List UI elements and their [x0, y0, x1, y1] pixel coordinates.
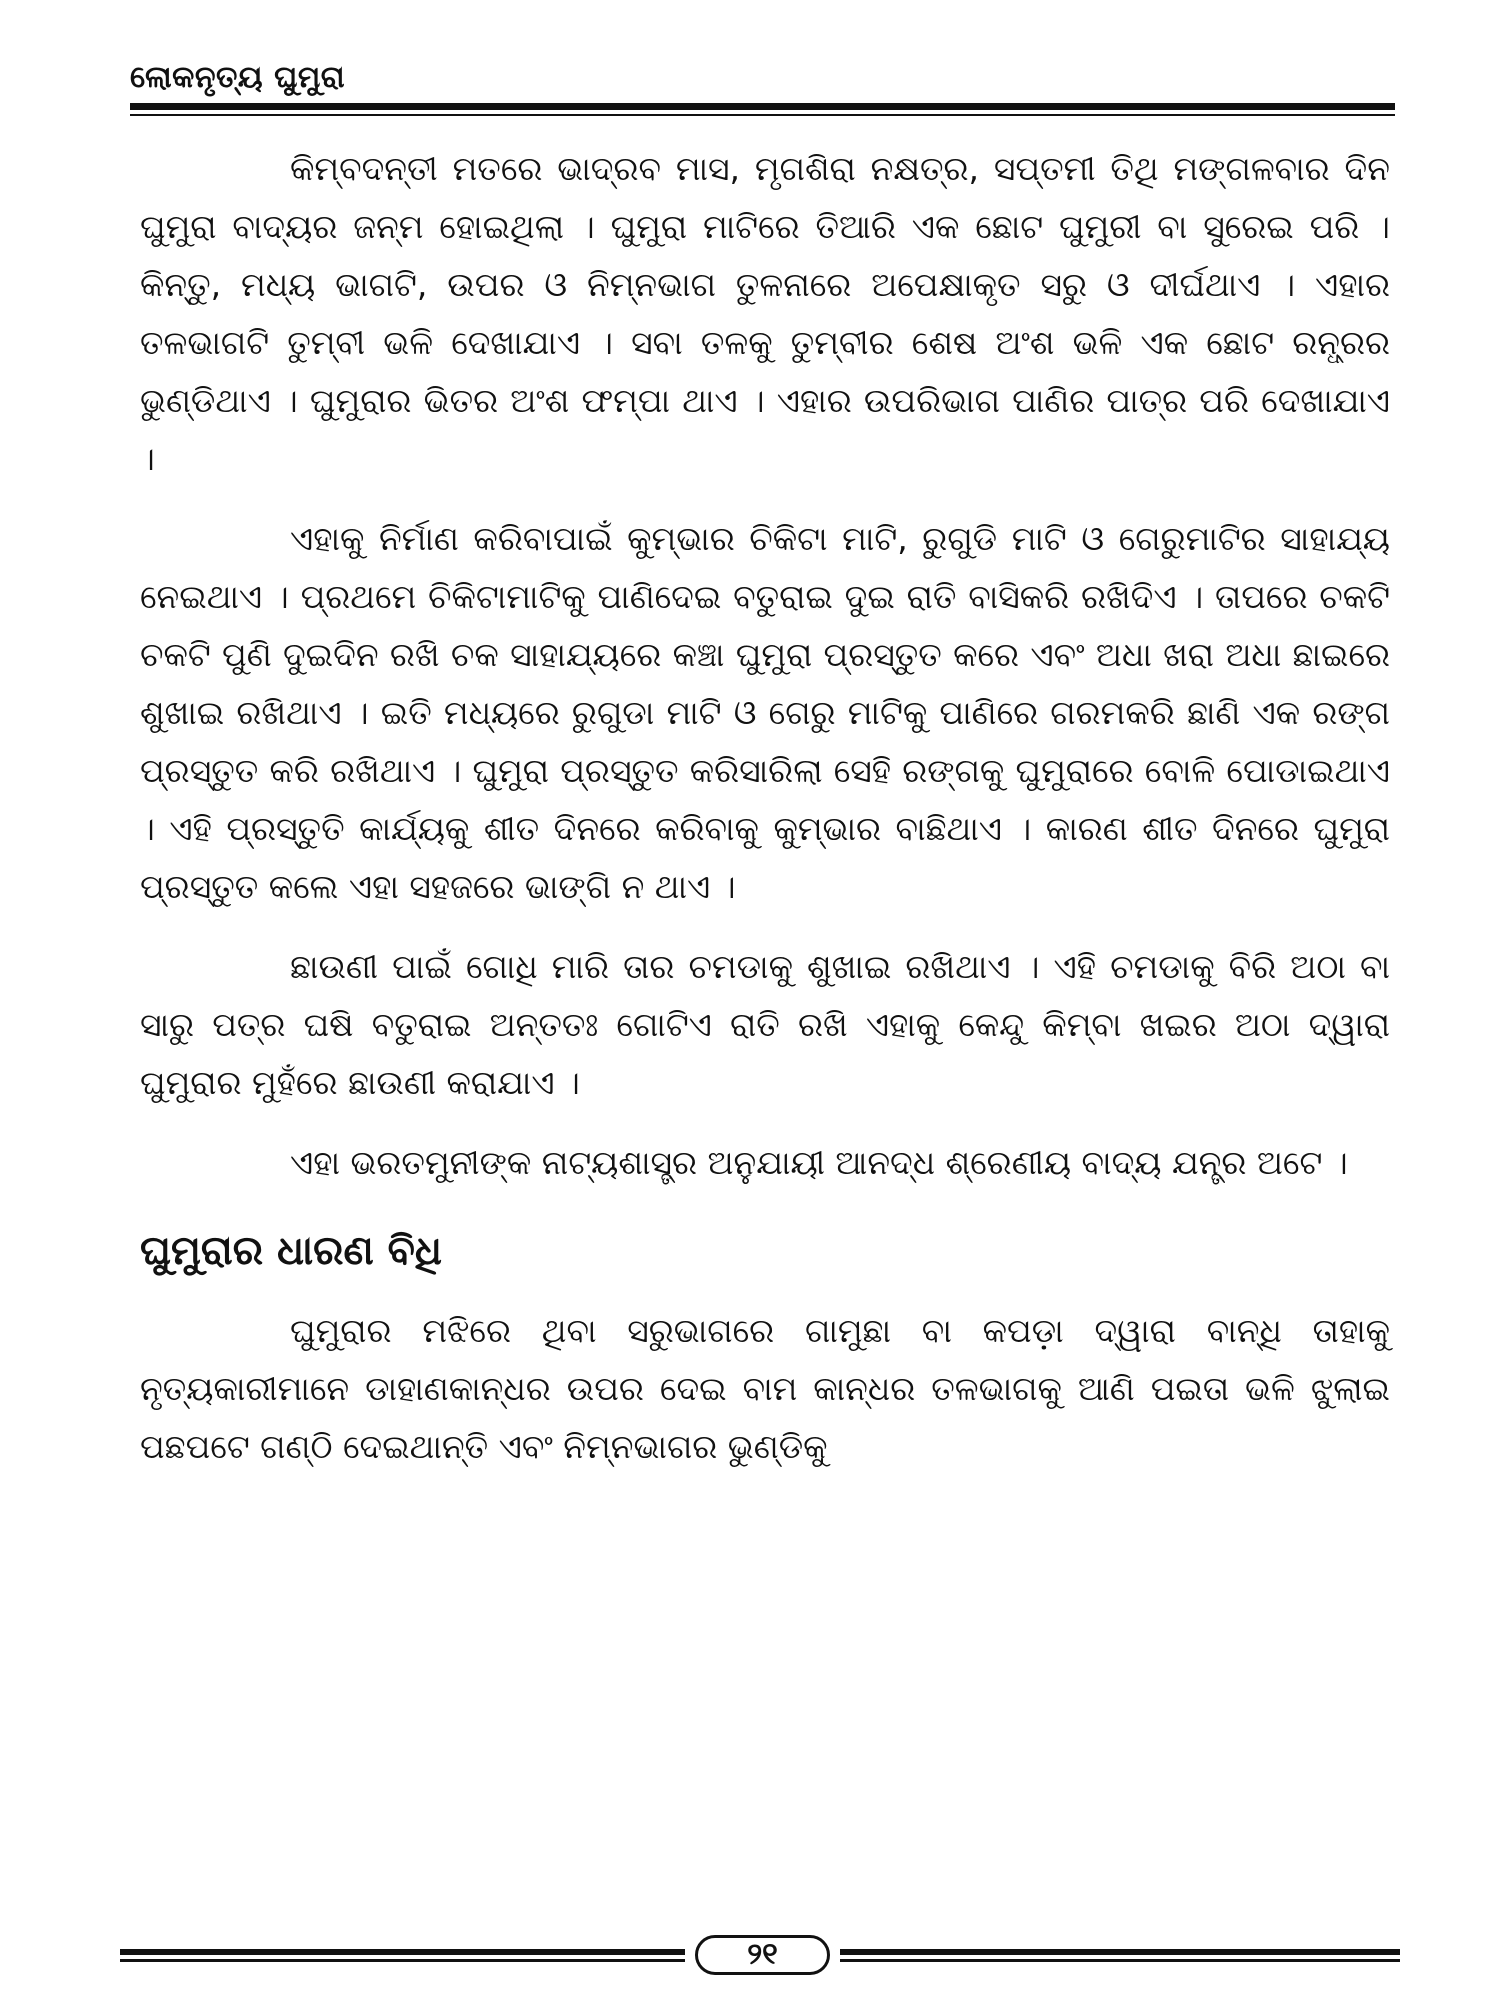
paragraph-1: କିମ୍ବଦନ୍ତୀ ମତରେ ଭାଦ୍ରବ ମାସ, ମୃଗଶିରା ନକ୍ଷତ୍ର, ସପ୍ତମୀ ତିଥି ମଙ୍ଗଳବାର ଦିନ ଘୁମୁରା ବାଦ୍ୟର ଜନ୍ମ ହୋଇଥିଲା । ଘୁମୁରା ମାଟିରେ ତିଆରି ଏକ ଛୋଟ ଘୁମୁରୀ ବା ସୁରେଇ ପରି । କିନ୍ତୁ, ମଧ୍ୟ ଭାଗଟି, ଉପର ଓ ନିମ୍ନଭାଗ ତୁଳନାରେ ଅପେକ୍ଷାକୃତ ସରୁ ଓ ଦୀର୍ଘଥାଏ । ଏହାର ତଳଭାଗଟି ତୁମ୍ବୀ ଭଳି ଦେଖାଯାଏ । ସବା ତଳକୁ ତୁମ୍ବୀର ଶେଷ ଅଂଶ ଭଳି ଏକ ଛୋଟ ରନ୍ଧ୍ରର ଭୁଣ୍ଡିଥାଏ । ଘୁମୁରାର ଭିତର ଅଂଶ ଫମ୍ପା ଥାଏ । ଏହାର ଉପରିଭାଗ ପାଣିର ପାତ୍ର ପରି ଦେଖାଯାଏ । [140, 149, 1390, 478]
footer-rule-left [120, 1949, 685, 1955]
paragraph-4: ଏହା ଭରତମୁନୀଙ୍କ ନାଟ୍ୟଶାସ୍ତ୍ର ଅନୁଯାୟୀ ଆନଦ୍ଧ ଶ୍ରେଣୀୟ ବାଦ୍ୟ ଯନ୍ତ୍ର ଅଟେ । [290, 1143, 1348, 1182]
running-head: ଲୋକନୃତ୍ୟ ଘୁମୁରା [130, 60, 346, 95]
paragraph-3: ଛାଉଣୀ ପାଇଁ ଗୋଧି ମାରି ତାର ଚମଡାକୁ ଶୁଖାଇ ରଖିଥାଏ । ଏହି ଚମଡାକୁ ବିରି ଅଠା ବା ସାରୁ ପତ୍ର ଘଷି ବତୁରାଇ ଅନ୍ତତଃ ଗୋଟିଏ ରାତି ରଖି ଏହାକୁ କେନ୍ଦୁ କିମ୍ବା ଖଇର ଅଠା ଦ୍ୱାରା ଘୁମୁରାର ମୁହଁରେ ଛାଉଣୀ କରାଯାଏ । [140, 947, 1390, 1102]
section-heading: ଘୁମୁରାର ଧାରଣ ବିଧି [140, 1228, 443, 1274]
page-number: ୨୧ [695, 1935, 830, 1975]
body-text [140, 140, 1390, 1498]
header-rule-thin [130, 114, 1395, 116]
footer-rule-right-thin [840, 1959, 1400, 1962]
header-rule-thick [130, 103, 1395, 110]
page-footer [120, 1935, 1400, 1979]
footer-rule-right [840, 1949, 1400, 1955]
section-paragraph: ଘୁମୁରାର ମଝିରେ ଥିବା ସରୁଭାଗରେ ଗାମୁଛା ବା କପଡ଼ା ଦ୍ୱାରା ବାନ୍ଧି ତାହାକୁ ନୃତ୍ୟକାରୀମାନେ ଡାହାଣକାନ୍ଧର ଉପର ଦେଇ ବାମ କାନ୍ଧର ତଳଭାଗକୁ ଆଣି ପଇତା ଭଳି ଝୁଲାଇ ପଛପଟେ ଗଣ୍ଠି ଦେଇଥାନ୍ତି ଏବଂ ନିମ୍ନଭାଗର ଭୁଣ୍ଡିକୁ [140, 1311, 1390, 1466]
footer-rule-left-thin [120, 1959, 685, 1962]
paragraph-2: ଏହାକୁ ନିର୍ମାଣ କରିବାପାଇଁ କୁମ୍ଭାର ଚିକିଟା ମାଟି, ରୁଗୁଡି ମାଟି ଓ ଗେରୁମାଟିର ସାହାଯ୍ୟ ନେଇଥାଏ । ପ୍ରଥମେ ଚିକିଟାମାଟିକୁ ପାଣିଦେଇ ବତୁରାଇ ଦୁଇ ରାତି ବାସିକରି ରଖିଦିଏ । ତାପରେ ଚକଟି ଚକଟି ପୁଣି ଦୁଇଦିନ ରଖି ଚକ ସାହାଯ୍ୟରେ କଞ୍ଚା ଘୁମୁରା ପ୍ରସ୍ତୁତ କରେ ଏବଂ ଅଧା ଖରା ଅଧା ଛାଇରେ ଶୁଖାଇ ରଖିଥାଏ । ଇତି ମଧ୍ୟରେ ରୁଗୁଡା ମାଟି ଓ ଗେରୁ ମାଟିକୁ ପାଣିରେ ଗରମକରି ଛାଣି ଏକ ରଙ୍ଗ ପ୍ରସ୍ତୁତ କରି ରଖିଥାଏ । ଘୁମୁରା ପ୍ରସ୍ତୁତ କରିସାରିଲା ସେହି ରଙ୍ଗକୁ ଘୁମୁରାରେ ବୋଳି ପୋଡାଇଥାଏ । ଏହି ପ୍ରସ୍ତୁତି କାର୍ଯ୍ୟକୁ ଶୀତ ଦିନରେ କରିବାକୁ କୁମ୍ଭାର ବାଛିଥାଏ । କାରଣ ଶୀତ ଦିନରେ ଘୁମୁରା ପ୍ରସ୍ତୁତ କଲେ ଏହା ସହଜରେ ଭାଙ୍ଗି ନ ଥାଏ । [140, 519, 1390, 906]
